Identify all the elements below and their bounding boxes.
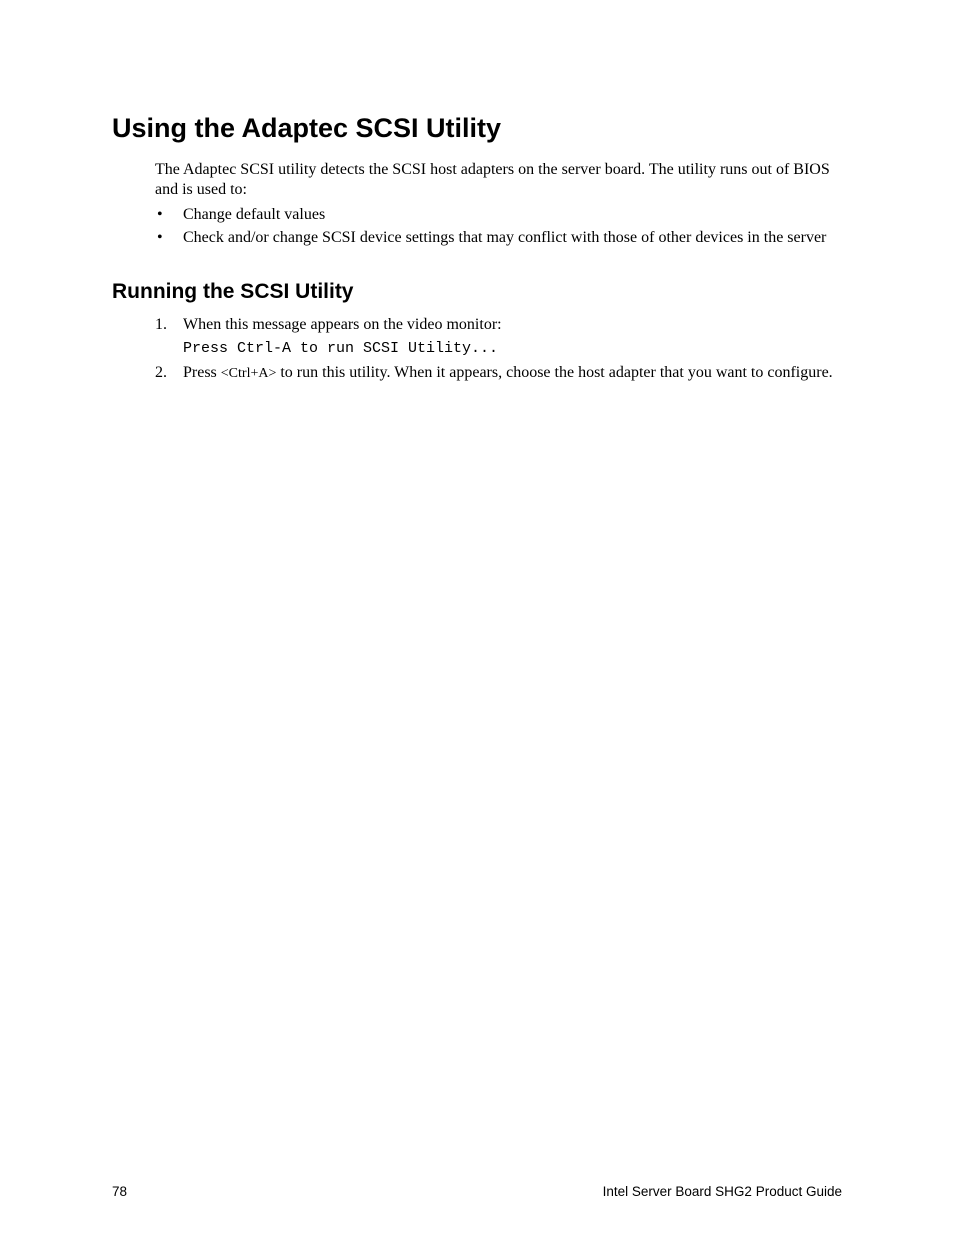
step-number: 2. [155, 364, 167, 381]
step-number: 1. [155, 316, 167, 333]
document-title: Intel Server Board SHG2 Product Guide [602, 1184, 842, 1199]
page-number: 78 [112, 1184, 128, 1199]
bullet-text: Check and/or change SCSI device settings that may conflict with those of other devices in the server [183, 229, 827, 246]
step-text [183, 363, 845, 384]
step-text: When this message appears on the video monitor: [183, 316, 502, 333]
console-message: Press Ctrl-A to run SCSI Utility... [183, 340, 499, 357]
step-text-start: Press [183, 364, 221, 381]
bullet-marker: • [157, 229, 163, 246]
subsection-heading: Running the SCSI Utility [112, 280, 354, 303]
step-text-end: to run this utility. When it appears, choose the host adapter that you want to configure. [276, 364, 833, 381]
section-heading: Using the Adaptec SCSI Utility [112, 113, 502, 143]
bullet-marker: • [157, 206, 163, 223]
key-combination: <Ctrl+A> [220, 366, 277, 381]
bullet-text: Change default values [183, 206, 326, 223]
intro-paragraph: The Adaptec SCSI utility detects the SCSI host adapters on the server board. The utility runs out of BIOS and is used to: [155, 161, 830, 198]
